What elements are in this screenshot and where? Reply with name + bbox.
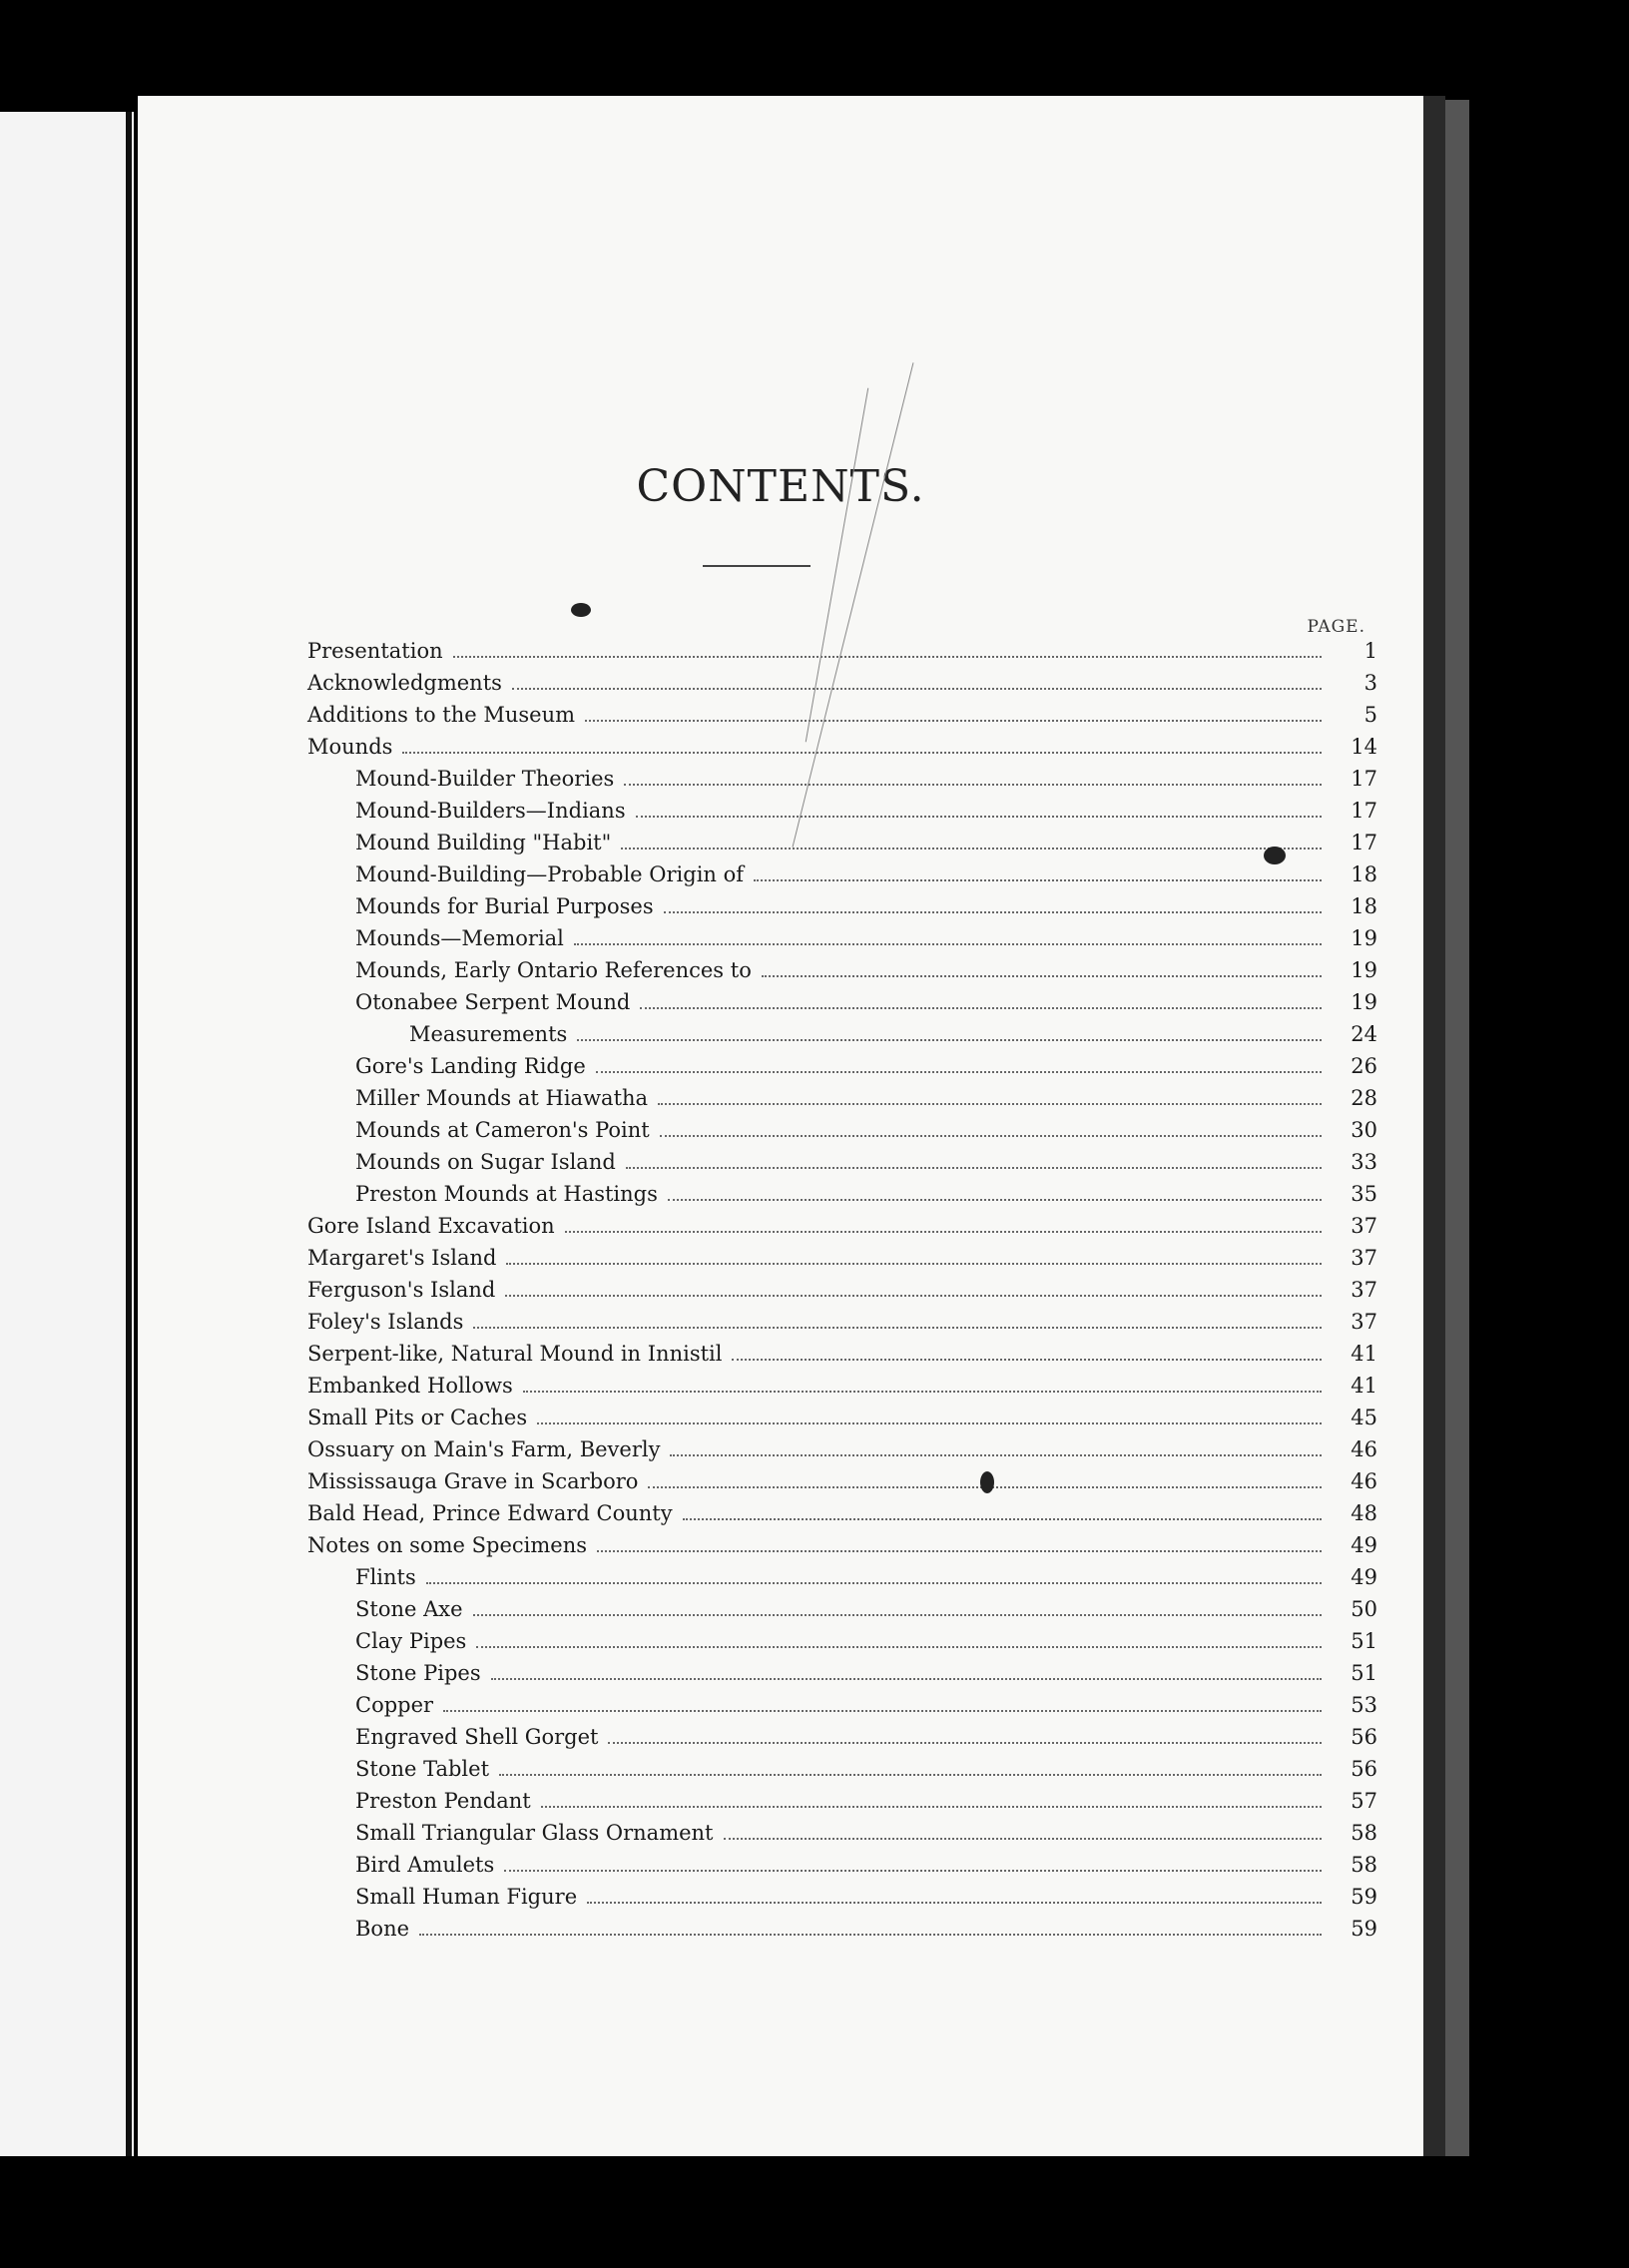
toc-entry-label: Ossuary on Main's Farm, Beverly <box>307 1437 661 1461</box>
toc-entry <box>307 1625 1377 1657</box>
toc-entry-page: 18 <box>1351 894 1377 918</box>
toc-leader-dots <box>491 1657 1322 1680</box>
toc-entry-label: Copper <box>355 1693 434 1717</box>
toc-entry-page: 28 <box>1351 1086 1377 1110</box>
toc-entry <box>307 1817 1377 1849</box>
toc-entry <box>307 1210 1377 1242</box>
page-title: CONTENTS. <box>636 461 925 512</box>
toc-entry <box>307 1881 1377 1913</box>
table-of-contents <box>307 635 1377 1945</box>
toc-entry <box>307 1849 1377 1881</box>
toc-leader-dots <box>587 1881 1322 1904</box>
toc-entry-label: Mound-Builder Theories <box>355 767 615 791</box>
toc-leader-dots <box>732 1338 1322 1361</box>
toc-entry-label: Stone Pipes <box>355 1661 481 1685</box>
toc-entry <box>307 986 1377 1018</box>
toc-leader-dots <box>426 1561 1322 1584</box>
toc-entry-label: Bald Head, Prince Edward County <box>307 1501 673 1525</box>
toc-entry-page: 17 <box>1351 767 1377 791</box>
toc-entry-page: 51 <box>1351 1629 1377 1653</box>
toc-entry-label: Gore's Landing Ridge <box>355 1054 586 1078</box>
toc-entry-label: Mounds for Burial Purposes <box>355 894 654 918</box>
toc-entry <box>307 1082 1377 1114</box>
toc-entry-label: Flints <box>355 1565 416 1589</box>
toc-entry-label: Engraved Shell Gorget <box>355 1725 599 1749</box>
toc-leader-dots <box>596 1050 1322 1073</box>
toc-entry <box>307 1050 1377 1082</box>
toc-entry <box>307 1593 1377 1625</box>
toc-entry <box>307 1753 1377 1785</box>
toc-entry-label: Clay Pipes <box>355 1629 467 1653</box>
toc-entry-page: 58 <box>1351 1821 1377 1845</box>
toc-leader-dots <box>762 954 1322 977</box>
toc-entry <box>307 1497 1377 1529</box>
toc-leader-dots <box>443 1689 1322 1712</box>
toc-entry <box>307 1433 1377 1465</box>
toc-entry-label: Mounds at Cameron's Point <box>355 1118 650 1142</box>
toc-entry-page: 1 <box>1363 639 1377 663</box>
toc-entry <box>307 1338 1377 1370</box>
toc-entry-page: 37 <box>1351 1310 1377 1334</box>
toc-entry-label: Foley's Islands <box>307 1310 464 1334</box>
toc-entry-page: 58 <box>1351 1853 1377 1877</box>
toc-entry-page: 5 <box>1363 703 1377 727</box>
toc-entry-label: Embanked Hollows <box>307 1374 513 1398</box>
toc-entry <box>307 1274 1377 1306</box>
toc-entry-page: 30 <box>1351 1118 1377 1142</box>
toc-entry-page: 50 <box>1351 1597 1377 1621</box>
toc-entry-label: Small Pits or Caches <box>307 1406 528 1429</box>
toc-entry-page: 14 <box>1351 735 1377 759</box>
toc-entry-label: Stone Tablet <box>355 1757 490 1781</box>
toc-leader-dots <box>636 795 1322 818</box>
toc-entry-label: Mound-Builders—Indians <box>355 799 626 823</box>
toc-entry-label: Bird Amulets <box>355 1853 495 1877</box>
toc-entry <box>307 1114 1377 1146</box>
toc-entry-label: Mounds <box>307 735 393 759</box>
toc-entry-page: 26 <box>1351 1054 1377 1078</box>
book-spine-edge <box>1445 100 1469 2156</box>
toc-leader-dots <box>658 1082 1322 1105</box>
toc-entry-page: 45 <box>1351 1406 1377 1429</box>
toc-leader-dots <box>608 1721 1322 1744</box>
contents-page <box>138 96 1423 2156</box>
toc-entry <box>307 699 1377 731</box>
toc-leader-dots <box>683 1497 1322 1520</box>
toc-entry-page: 24 <box>1351 1022 1377 1046</box>
toc-entry-page: 3 <box>1363 671 1377 695</box>
ink-spot <box>980 1471 994 1493</box>
toc-leader-dots <box>640 986 1322 1009</box>
ink-spot <box>1264 847 1286 864</box>
toc-leader-dots <box>660 1114 1322 1137</box>
toc-leader-dots <box>577 1018 1322 1041</box>
toc-entry <box>307 763 1377 795</box>
toc-entry-label: Mound-Building—Probable Origin of <box>355 862 745 886</box>
toc-entry-page: 33 <box>1351 1150 1377 1174</box>
toc-entry-page: 46 <box>1351 1469 1377 1493</box>
toc-entry-page: 19 <box>1351 990 1377 1014</box>
toc-entry <box>307 1561 1377 1593</box>
toc-entry-page: 56 <box>1351 1725 1377 1749</box>
book-spine <box>1423 96 1445 2156</box>
toc-entry <box>307 1529 1377 1561</box>
toc-entry <box>307 827 1377 858</box>
toc-entry-label: Ferguson's Island <box>307 1278 496 1302</box>
toc-entry-page: 37 <box>1351 1278 1377 1302</box>
toc-entry <box>307 795 1377 827</box>
toc-entry <box>307 954 1377 986</box>
toc-leader-dots <box>597 1529 1322 1552</box>
toc-leader-dots <box>504 1849 1322 1872</box>
toc-entry-label: Mounds on Sugar Island <box>355 1150 616 1174</box>
toc-leader-dots <box>668 1178 1322 1201</box>
toc-entry <box>307 1913 1377 1945</box>
toc-entry-label: Acknowledgments <box>307 671 502 695</box>
toc-leader-dots <box>670 1433 1322 1456</box>
toc-leader-dots <box>476 1625 1322 1648</box>
toc-entry-label: Additions to the Museum <box>307 703 576 727</box>
toc-entry-page: 56 <box>1351 1757 1377 1781</box>
toc-entry-page: 51 <box>1351 1661 1377 1685</box>
toc-entry-label: Stone Axe <box>355 1597 463 1621</box>
toc-entry-page: 59 <box>1351 1917 1377 1941</box>
toc-entry-page: 46 <box>1351 1437 1377 1461</box>
toc-entry <box>307 1689 1377 1721</box>
toc-leader-dots <box>473 1593 1322 1616</box>
toc-leader-dots <box>453 635 1322 658</box>
toc-leader-dots <box>541 1785 1322 1808</box>
toc-entry <box>307 1306 1377 1338</box>
toc-entry <box>307 1178 1377 1210</box>
toc-entry <box>307 1402 1377 1433</box>
toc-entry-page: 41 <box>1351 1374 1377 1398</box>
toc-entry <box>307 1018 1377 1050</box>
toc-leader-dots <box>402 731 1322 754</box>
toc-entry-page: 37 <box>1351 1246 1377 1270</box>
toc-entry-page: 57 <box>1351 1789 1377 1813</box>
toc-entry-page: 59 <box>1351 1885 1377 1909</box>
toc-leader-dots <box>523 1370 1322 1393</box>
toc-entry <box>307 731 1377 763</box>
ink-spot <box>571 603 591 617</box>
toc-entry-page: 53 <box>1351 1693 1377 1717</box>
toc-leader-dots <box>754 858 1322 881</box>
toc-leader-dots <box>473 1306 1322 1329</box>
page-column-heading: PAGE. <box>1307 617 1365 637</box>
left-page-margin <box>0 112 134 2156</box>
toc-entry-label: Small Triangular Glass Ornament <box>355 1821 714 1845</box>
toc-leader-dots <box>419 1913 1322 1936</box>
toc-entry <box>307 1146 1377 1178</box>
left-page-edge <box>126 112 132 2156</box>
toc-entry-page: 19 <box>1351 958 1377 982</box>
toc-entry-label: Mounds, Early Ontario References to <box>355 958 752 982</box>
toc-entry <box>307 1370 1377 1402</box>
toc-entry-label: Mounds—Memorial <box>355 926 564 950</box>
toc-leader-dots <box>724 1817 1323 1840</box>
toc-leader-dots <box>621 827 1322 850</box>
toc-entry <box>307 1785 1377 1817</box>
toc-entry-page: 49 <box>1351 1565 1377 1589</box>
toc-entry-label: Bone <box>355 1917 410 1941</box>
title-rule <box>703 565 811 567</box>
toc-entry <box>307 667 1377 699</box>
toc-entry-label: Margaret's Island <box>307 1246 497 1270</box>
toc-entry <box>307 1242 1377 1274</box>
toc-entry-label: Small Human Figure <box>355 1885 578 1909</box>
toc-entry-page: 49 <box>1351 1533 1377 1557</box>
toc-entry-page: 19 <box>1351 926 1377 950</box>
toc-entry-page: 48 <box>1351 1501 1377 1525</box>
toc-entry-label: Mound Building "Habit" <box>355 831 612 854</box>
toc-leader-dots <box>506 1242 1322 1265</box>
toc-entry-page: 35 <box>1351 1182 1377 1206</box>
toc-entry-label: Miller Mounds at Hiawatha <box>355 1086 649 1110</box>
toc-entry-label: Serpent-like, Natural Mound in Innistil <box>307 1342 723 1366</box>
toc-entry <box>307 1721 1377 1753</box>
toc-leader-dots <box>585 699 1322 722</box>
toc-entry-label: Presentation <box>307 639 443 663</box>
toc-entry-label: Measurements <box>409 1022 568 1046</box>
toc-entry-label: Notes on some Specimens <box>307 1533 587 1557</box>
toc-entry-page: 17 <box>1351 831 1377 854</box>
toc-entry <box>307 858 1377 890</box>
toc-entry-page: 18 <box>1351 862 1377 886</box>
toc-entry-label: Preston Pendant <box>355 1789 531 1813</box>
toc-entry <box>307 922 1377 954</box>
toc-entry-label: Gore Island Excavation <box>307 1214 555 1238</box>
toc-entry-page: 37 <box>1351 1214 1377 1238</box>
toc-leader-dots <box>574 922 1322 945</box>
toc-leader-dots <box>505 1274 1322 1297</box>
toc-leader-dots <box>537 1402 1322 1424</box>
toc-leader-dots <box>499 1753 1322 1776</box>
toc-entry <box>307 1465 1377 1497</box>
toc-entry-label: Mississauga Grave in Scarboro <box>307 1469 639 1493</box>
toc-entry <box>307 1657 1377 1689</box>
toc-entry-label: Otonabee Serpent Mound <box>355 990 631 1014</box>
toc-entry <box>307 890 1377 922</box>
toc-entry-page: 41 <box>1351 1342 1377 1366</box>
toc-entry-page: 17 <box>1351 799 1377 823</box>
toc-leader-dots <box>664 890 1322 913</box>
toc-leader-dots <box>512 667 1322 690</box>
toc-entry <box>307 635 1377 667</box>
toc-leader-dots <box>626 1146 1322 1169</box>
toc-leader-dots <box>624 763 1322 786</box>
toc-leader-dots <box>565 1210 1322 1233</box>
toc-entry-label: Preston Mounds at Hastings <box>355 1182 658 1206</box>
